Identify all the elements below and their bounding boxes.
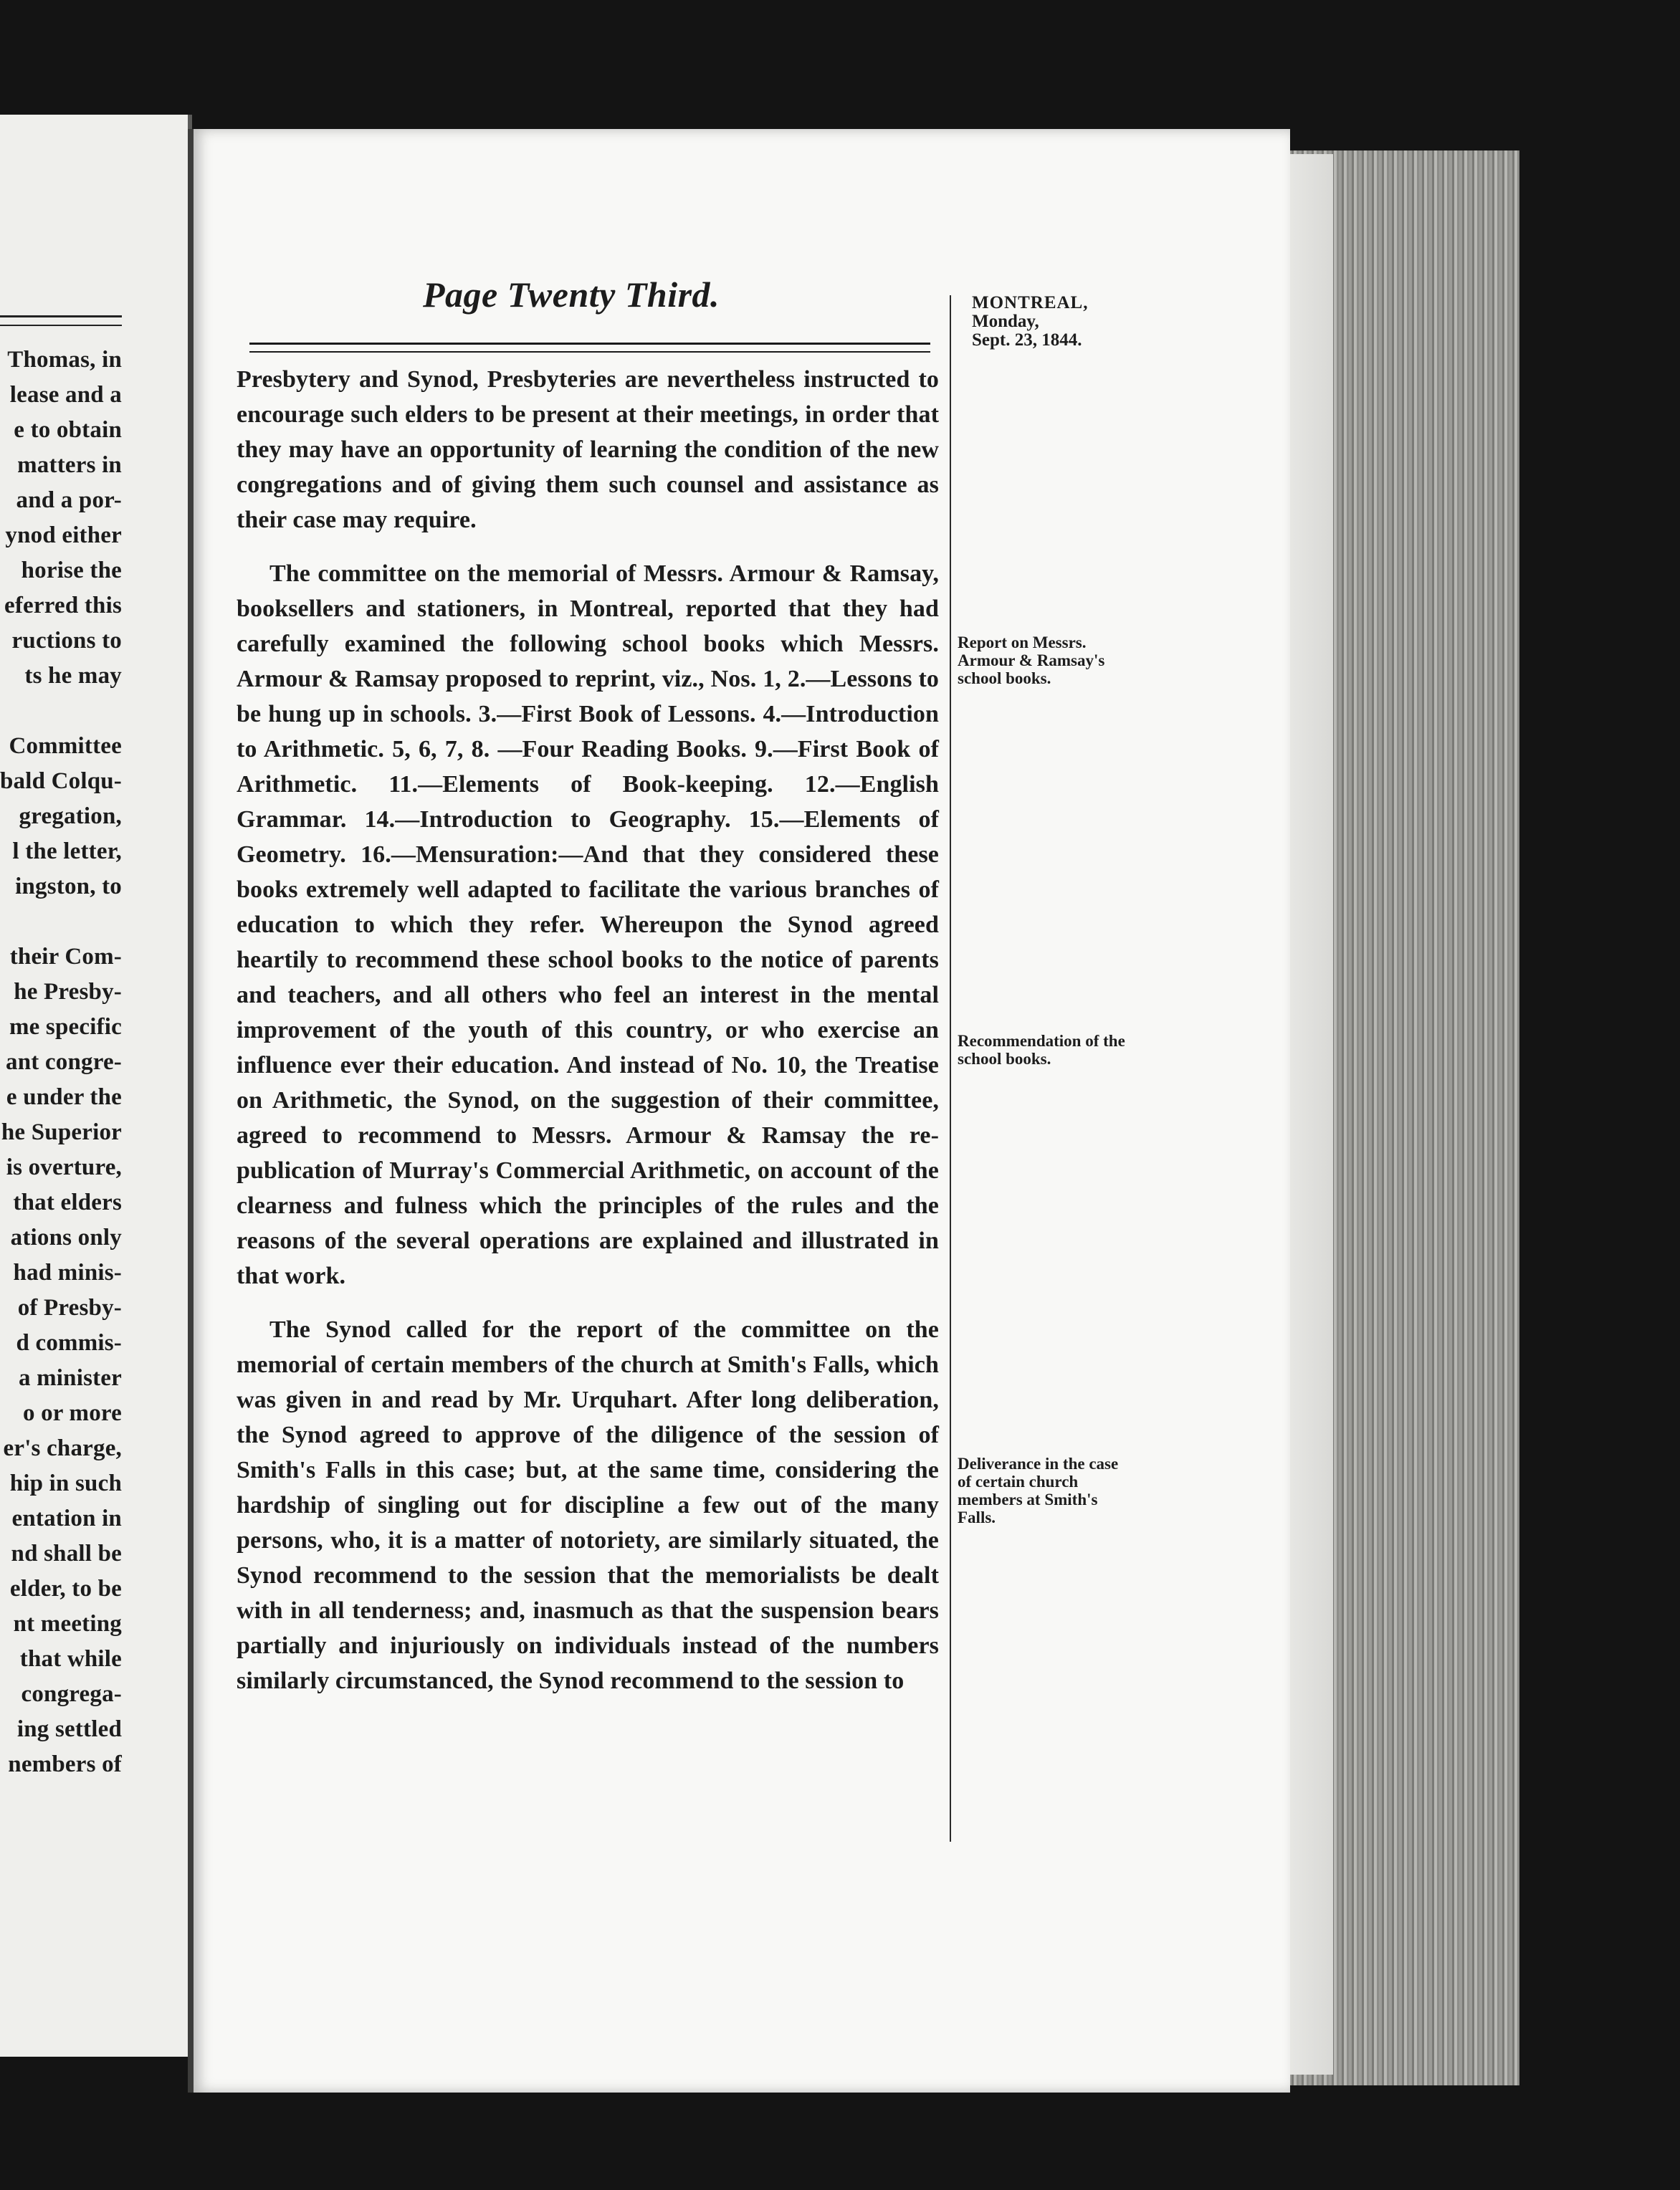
previous-page-line: a minister bbox=[18, 1365, 122, 1391]
previous-page-line: is overture, bbox=[6, 1154, 122, 1180]
previous-page-line: me specific bbox=[9, 1014, 122, 1040]
previous-page-line: hip in such bbox=[9, 1471, 122, 1496]
previous-page-rule bbox=[0, 315, 122, 326]
dateline-date: Sept. 23, 1844. bbox=[972, 330, 1082, 350]
previous-page-line: their Com- bbox=[9, 944, 122, 970]
paragraph: The Synod called for the report of the committee on the memorial of certain members of the church at Smith's Falls, which was given in and read by Mr. Urquhart. After long deliberation, the Synod agreed to approve of the diligence of the session of Smith's Falls in this case; but, at the same time, considering the hardship of singling out for discipline a few out of the many persons, who, it is a matter of notoriety, are similarly situated, the Synod recommend to the session that the memorialists be dealt with in all tenderness; and, inasmuch as that the suspension bears partially and injuriously on individuals instead of the numbers similarly circumstanced, the Synod recommend to the session to bbox=[237, 1316, 939, 1694]
previous-page-line bbox=[0, 904, 122, 939]
previous-page-line: he Presby- bbox=[14, 979, 122, 1005]
dateline bbox=[972, 294, 1130, 350]
previous-page-line: ts he may bbox=[24, 663, 122, 689]
previous-page-line: Thomas, in bbox=[7, 347, 122, 373]
previous-page-line: bald Colqu- bbox=[0, 768, 122, 794]
previous-page-line: of Presby- bbox=[17, 1295, 122, 1321]
previous-page-line: o or more bbox=[22, 1400, 122, 1426]
previous-page-line: nembers of bbox=[8, 1751, 122, 1777]
previous-page-line: congrega- bbox=[21, 1681, 122, 1707]
previous-page-line: e under the bbox=[6, 1084, 122, 1110]
previous-page-line: ant congre- bbox=[6, 1049, 122, 1075]
previous-page-line: elder, to be bbox=[9, 1576, 122, 1602]
previous-page-line: and a por- bbox=[16, 487, 122, 513]
previous-page-line: ing settled bbox=[16, 1716, 122, 1742]
margin-column-rule bbox=[950, 295, 951, 1842]
previous-page-line: ations only bbox=[10, 1225, 122, 1251]
previous-page-line: er's charge, bbox=[3, 1435, 122, 1461]
paragraph: The committee on the memorial of Messrs. Armour & Ramsay, booksellers and stationers, in Montreal, reported that they had carefully examined the following school books which Messrs. Armour & Ramsay proposed to reprint, viz., Nos. 1, 2.—Lessons to be hung up in schools. 3.—First Book of Lessons. 4.—Introduction to Arithmetic. 5, 6, 7, 8. —Four Reading Books. 9.—First Book of Arithmetic. 11.—Elements of Book-keeping. 12.—English Grammar. 14.—Introduction to Geography. 15.—Elements of Geometry. 16.—Mensuration:—And that they considered these books extremely well adapted to facilitate the various branches of education to which they refer. Whereupon the Synod agreed heartily to recommend these school books to the notice of parents and teachers, and all others who feel an interest in the mental improvement of the youth of this country, or who exercise an influence ever their education. And instead of No. 10, the Treatise on Arithmetic, the Synod, on the suggestion of their committee, agreed to recommend to Messrs. Armour & Ramsay the re-publication of Murray's Commercial Arithmetic, on account of the clearness and fulness which the principles of the rules and the reasons of the several operations are explained and illustrated in that work. bbox=[237, 560, 939, 1289]
previous-page-line bbox=[0, 694, 122, 729]
previous-page-line: ructions to bbox=[11, 628, 122, 654]
previous-page-line: ynod either bbox=[5, 522, 122, 548]
paragraph: Presbytery and Synod, Presbyteries are nevertheless instructed to encourage such elders to be present at their meetings, in order that they may have an opportunity of learning the condition of the new congregations and of giving them such counsel and assistance as their case may require. bbox=[237, 366, 939, 533]
running-head: Page Twenty Third. bbox=[423, 274, 720, 315]
margin-note-recommendation: Recommendation of the school books. bbox=[958, 1032, 1125, 1068]
previous-page-line: l the letter, bbox=[12, 838, 122, 864]
previous-page-line: horise the bbox=[21, 558, 122, 583]
previous-page-line: entation in bbox=[11, 1506, 122, 1531]
previous-page-line: lease and a bbox=[9, 382, 122, 408]
previous-page-line: e to obtain bbox=[14, 417, 122, 443]
dateline-day: Monday, bbox=[972, 312, 1039, 331]
margin-note-smiths-falls: Deliverance in the case of certain church members at Smith's Falls. bbox=[958, 1455, 1119, 1526]
previous-page-line: that elders bbox=[13, 1190, 122, 1215]
margin-note-armour-ramsay-report: Report on Messrs. Armour & Ramsay's school books. bbox=[958, 633, 1105, 687]
previous-page-line: matters in bbox=[17, 452, 122, 478]
previous-page-line: ingston, to bbox=[15, 874, 122, 899]
previous-page-line: nt meeting bbox=[13, 1611, 122, 1637]
previous-page-line: had minis- bbox=[13, 1260, 122, 1286]
previous-page-line: that while bbox=[19, 1646, 122, 1672]
dateline-city: MONTREAL, bbox=[972, 293, 1089, 312]
previous-page-line: nd shall be bbox=[11, 1541, 122, 1567]
previous-page-line: eferred this bbox=[4, 593, 122, 618]
previous-page-text-column bbox=[0, 343, 122, 1782]
body-text bbox=[237, 362, 939, 1717]
previous-page bbox=[0, 115, 192, 2057]
previous-page-line: he Superior bbox=[1, 1119, 122, 1145]
previous-page-line: gregation, bbox=[19, 803, 122, 829]
previous-page-line: d commis- bbox=[16, 1330, 122, 1356]
previous-page-line: Committee bbox=[9, 733, 122, 759]
running-head-rule bbox=[249, 343, 930, 353]
